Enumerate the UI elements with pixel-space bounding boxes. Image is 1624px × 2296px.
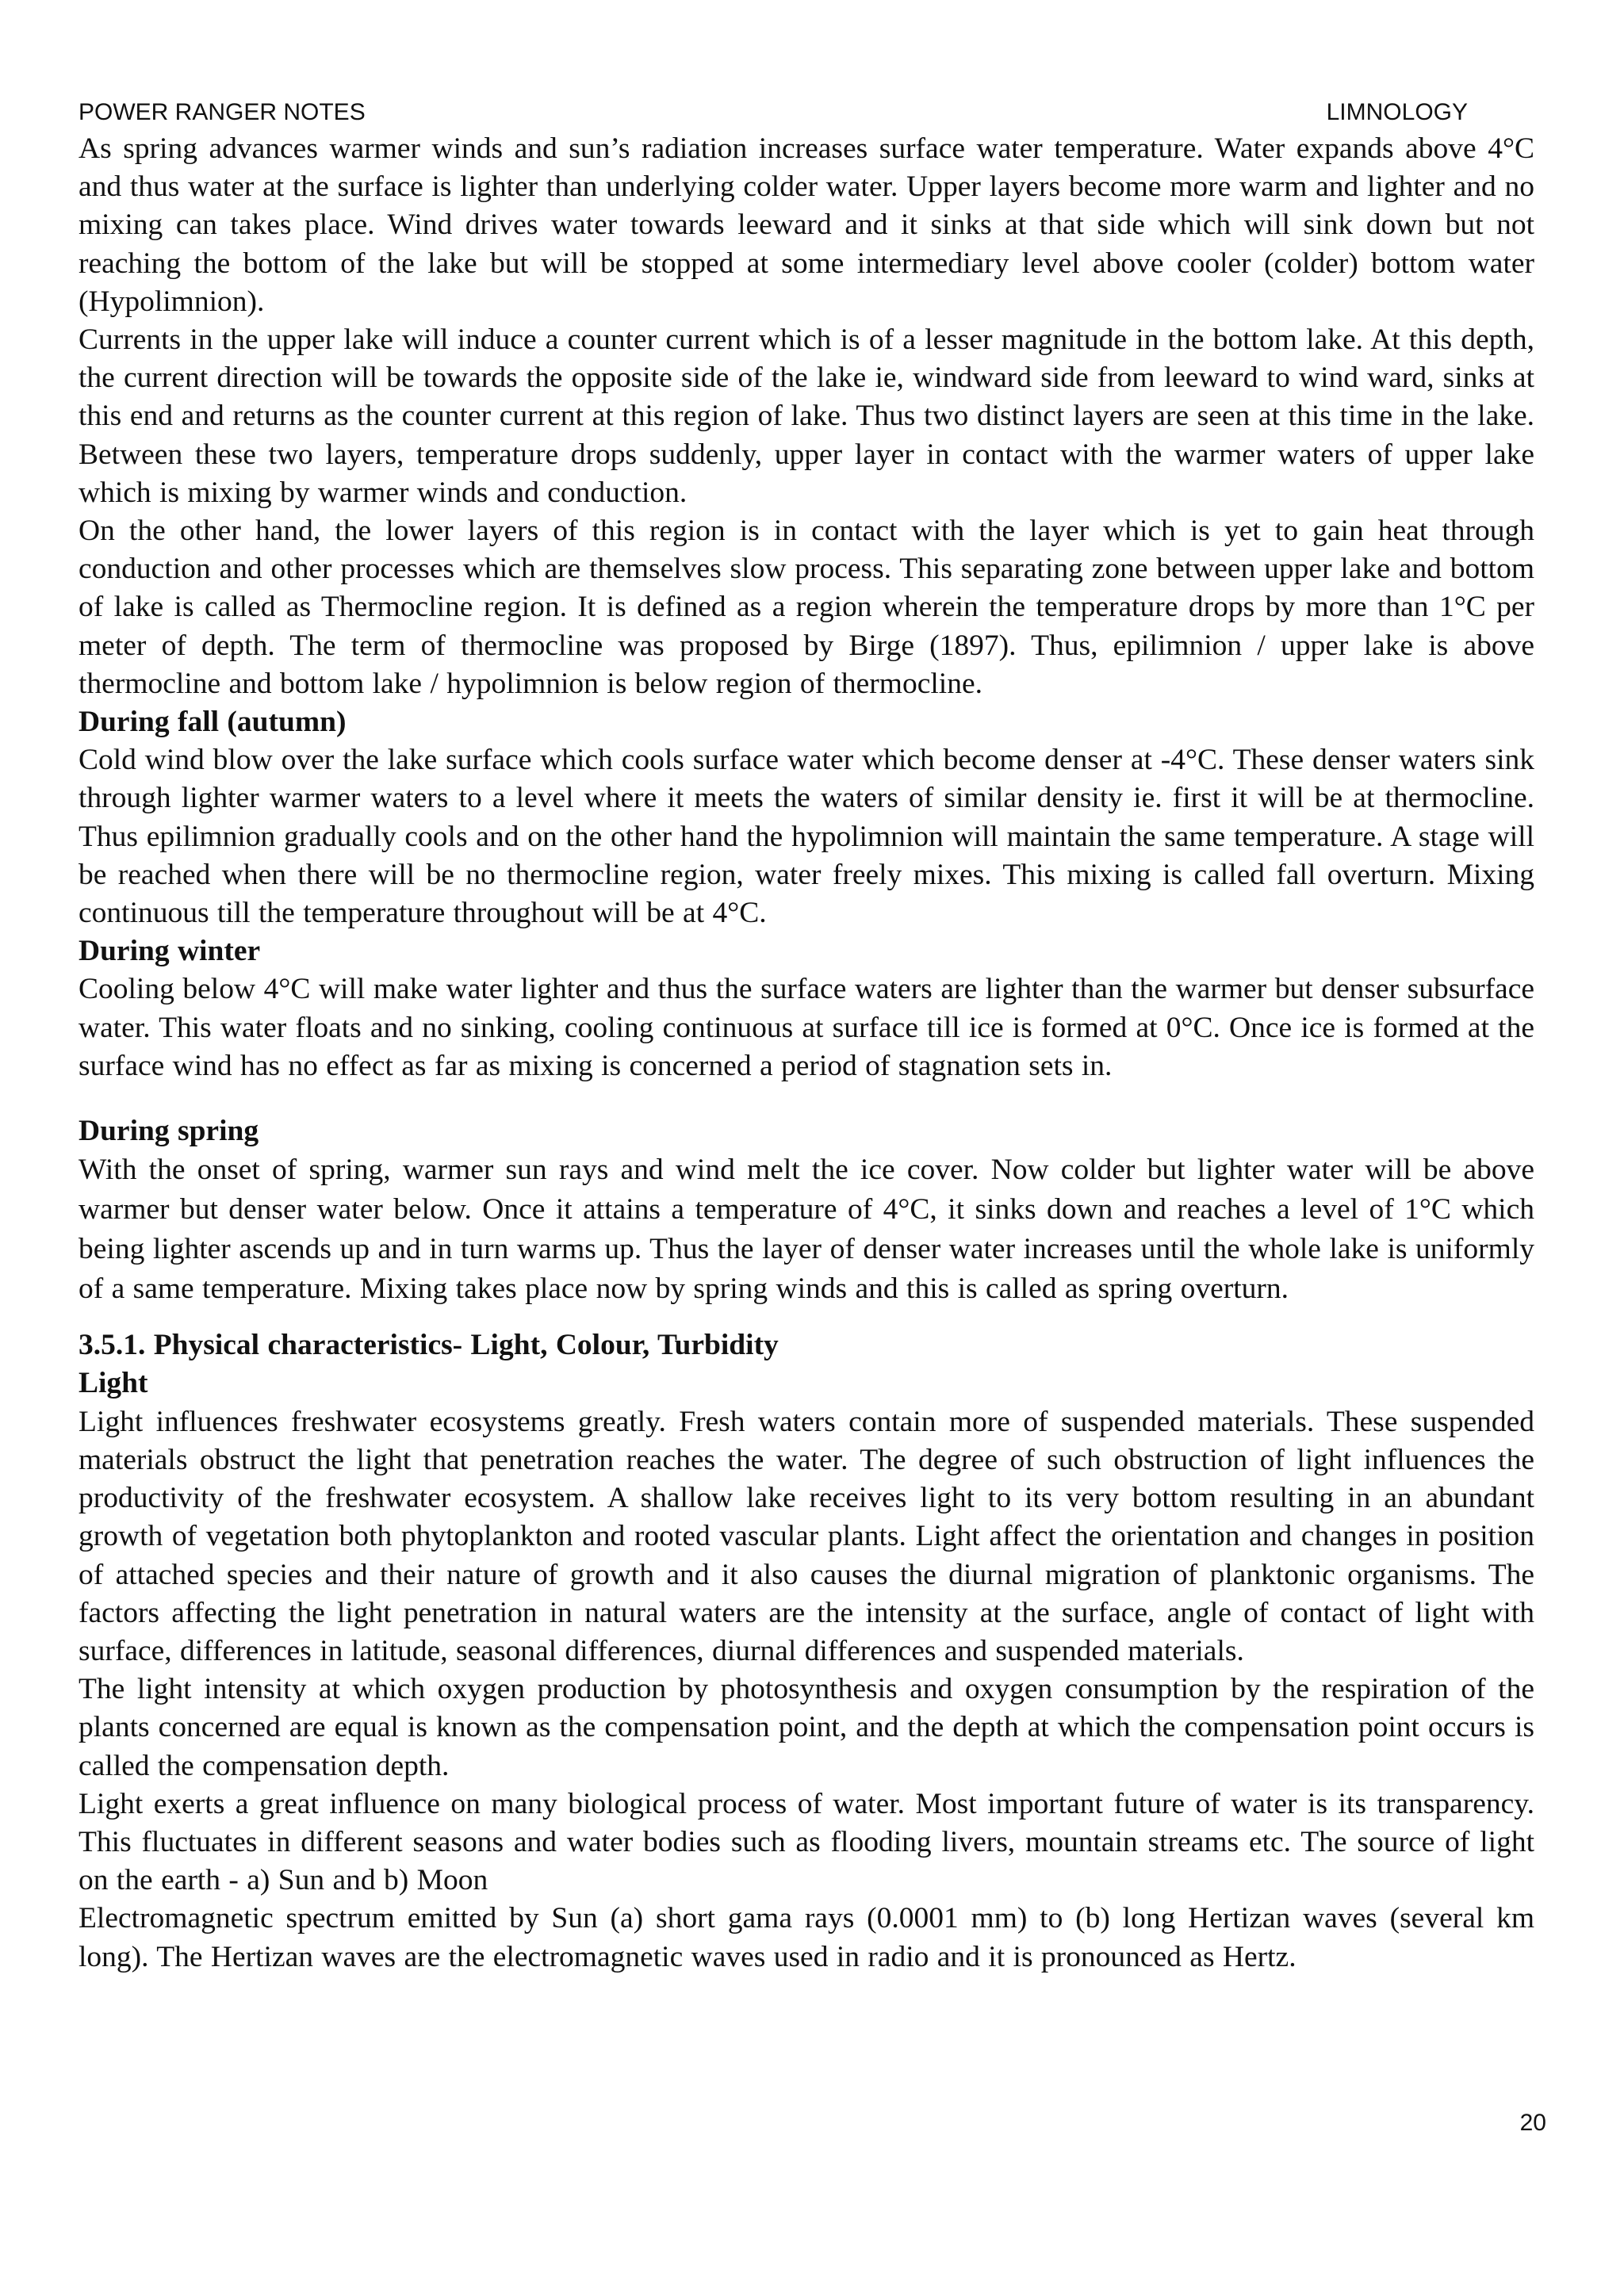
page-header: [79, 97, 1468, 128]
paragraph-currents: Currents in the upper lake will induce a counter current which is of a lesser magnitude in the bottom lake. At this depth, the current direction will be towards the opposite side of the lake ie, windward side from leeward to wind ward, sinks at this end and returns as the counter current at this region of lake. Thus two distinct layers are seen at this time in the lake. Between these two layers, temperature drops suddenly, upper layer in contact with the warmer waters of upper lake which is mixing by warmer winds and conduction.: [79, 323, 1534, 509]
heading-during-winter: During winter: [79, 935, 261, 968]
paragraph-winter: Cooling below 4°C will make water lighter and thus the surface waters are lighter than the warmer but denser subsurface water. This water floats and no sinking, cooling continuous at surface till ice is formed at 0°C. Once ice is formed at the surface wind has no effect as far as mixing is concerned a period of stagnation sets in.: [79, 973, 1534, 1082]
paragraph-light-influence: Light influences freshwater ecosystems greatly. Fresh waters contain more of suspended materials. These suspended materials obstruct the light that penetration reaches the water. The degree of such obstruction of light influences the productivity of the freshwater ecosystem. A shallow lake receives light to its very bottom resulting in an abundant growth of vegetation both phytoplankton and rooted vascular plants. Light affect the orientation and changes in position of attached species and their nature of growth and it also causes the diurnal migration of planktonic organisms. The factors affecting the light penetration in natural waters are the intensity at the surface, angle of contact of light with surface, differences in latitude, seasonal differences, diurnal differences and suspended materials.: [79, 1405, 1534, 1667]
header-title-right: LIMNOLOGY: [1326, 99, 1468, 125]
paragraph-electromagnetic-spectrum: Electromagnetic spectrum emitted by Sun (a) short gama rays (0.0001 mm) to (b) long Hertizan waves (several km long). The Hertizan waves are the electromagnetic waves used in radio and it is pronounced as Hertz.: [79, 1902, 1534, 1973]
spacer: [79, 1309, 1534, 1326]
paragraph-spring: With the onset of spring, warmer sun rays and wind melt the ice cover. Now colder but lighter water will be above warmer but denser water below. Once it attains a temperature of 4°C, it sinks down and reaches a level of 1°C which being lighter ascends up and in turn warms up. Thus the layer of denser water increases until the whole lake is uniformly of a same temperature. Mixing takes place now by spring winds and this is called as spring overturn.: [79, 1154, 1534, 1306]
paragraph-thermocline: On the other hand, the lower layers of this region is in contact with the layer which is yet to gain heat through conduction and other processes which are themselves slow process. This separating zone between upper lake and bottom of lake is called as Thermocline region. It is defined as a region wherein the temperature drops by more than 1°C per meter of depth. The term of thermocline was proposed by Birge (1897). Thus, epilimnion / upper lake is above thermocline and bottom lake / hypolimnion is below region of thermocline.: [79, 515, 1534, 700]
paragraph-transparency: Light exerts a great influence on many biological process of water. Most important future of water is its transparency. This fluctuates in different seasons and water bodies such as flooding livers, mountain streams etc. The source of light on the earth - a) Sun and b) Moon: [79, 1787, 1534, 1897]
paragraph-compensation-point: The light intensity at which oxygen production by photosynthesis and oxygen consumption by the respiration of the plants concerned are equal is known as the compensation point, and the depth at which the compensation point occurs is called the compensation depth.: [79, 1673, 1534, 1782]
heading-light: Light: [79, 1367, 148, 1400]
paragraph-fall: Cold wind blow over the lake surface which cools surface water which become denser at -4°C. These denser waters sink through lighter warmer waters to a level where it meets the waters of similar density ie. first it will be at thermocline. Thus epilimnion gradually cools and on the other hand the hypolimnion will maintain the same temperature. A stage will be reached when there will be no thermocline region, water freely mixes. This mixing is called fall overturn. Mixing continuous till the temperature throughout will be at 4°C.: [79, 744, 1534, 930]
paragraph-spring-advance: As spring advances warmer winds and sun’s radiation increases surface water temperature. Water expands above 4°C and thus water at the surface is lighter than underlying colder water. Upper layers become more warm and lighter and no mixing can takes place. Wind drives water towards leeward and it sinks at that side which will sink down but not reaching the bottom of the lake but will be stopped at some intermediary level above cooler (colder) bottom water (Hypolimnion).: [79, 132, 1534, 318]
header-title-left: POWER RANGER NOTES: [79, 99, 366, 125]
heading-during-spring: During spring: [79, 1115, 259, 1148]
page-number: 20: [1519, 2110, 1546, 2136]
heading-during-fall: During fall (autumn): [79, 706, 347, 739]
document-body: [79, 130, 1534, 1976]
spacer: [79, 1085, 1534, 1112]
heading-section-3-5-1: 3.5.1. Physical characteristics- Light, Colour, Turbidity: [79, 1329, 779, 1362]
